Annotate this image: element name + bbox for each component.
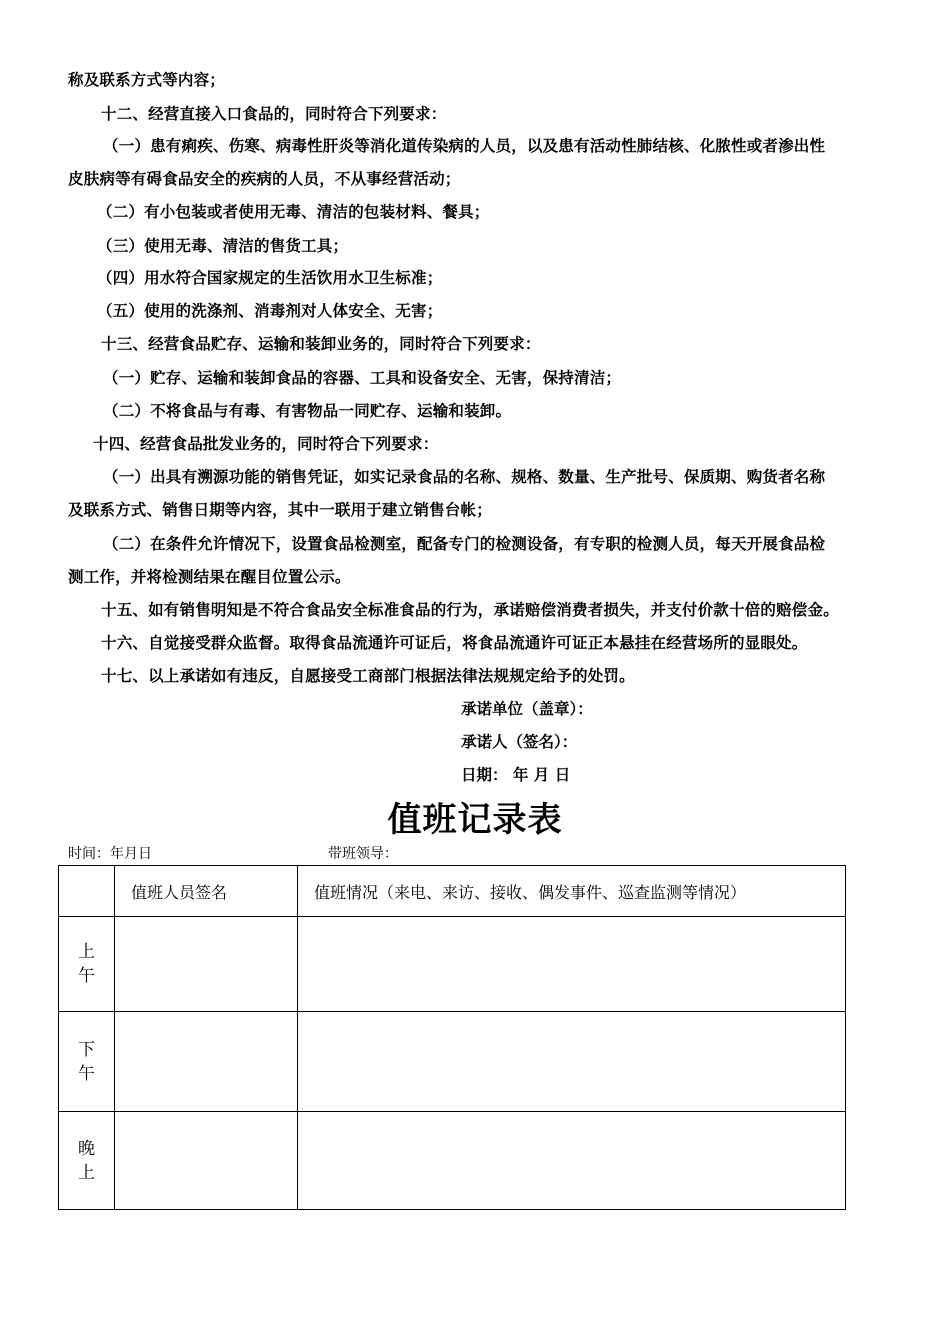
signature-unit: 承诺单位（盖章）： [461, 700, 593, 718]
clause-line: （五）使用的洗涤剂、消毒剂对人体安全、无害； [97, 302, 443, 320]
clause-line: 皮肤病等有碍食品安全的疾病的人员，不从事经营活动； [68, 170, 461, 188]
clause-heading-15: 十五、如有销售明知是不符合食品安全标准食品的行为，承诺赔偿消费者损失，并支付价款十倍的赔偿金。 [101, 601, 839, 619]
header-situation: 值班情况（来电、来访、接收、偶发事件、巡查监测等情况） [298, 866, 846, 917]
duty-record-table [58, 865, 846, 1210]
clause-heading-12: 十二、经营直接入口食品的，同时符合下列要求： [101, 105, 447, 123]
table-row-afternoon [59, 1012, 846, 1112]
leader-label: 带班领导： [328, 846, 398, 862]
table-row-evening [59, 1112, 846, 1210]
header-blank-cell [59, 866, 115, 917]
clause-line: （一）贮存、运输和装卸食品的容器、工具和设备安全、无害，保持清洁； [103, 369, 622, 387]
signature-date: 日期： 年 月 日 [461, 766, 571, 784]
clause-heading-16: 十六、自觉接受群众监督。取得食品流通许可证后，将食品流通许可证正本悬挂在经营场所的显眼处。 [101, 634, 808, 652]
clause-line: 称及联系方式等内容； [68, 71, 226, 89]
signer-cell[interactable] [115, 917, 298, 1012]
period-label [59, 1012, 115, 1112]
table-header-row [59, 866, 846, 917]
clause-line: （三）使用无毒、清洁的售货工具； [97, 237, 349, 255]
period-char: 晚 [78, 1138, 95, 1159]
time-label: 时间：年月日 [68, 846, 152, 862]
situation-cell[interactable] [298, 917, 846, 1012]
clause-line: （一）出具有溯源功能的销售凭证，如实记录食品的名称、规格、数量、生产批号、保质期、购货者名称 [103, 468, 826, 486]
period-char: 午 [78, 1063, 95, 1084]
period-char: 下 [78, 1039, 95, 1060]
situation-cell[interactable] [298, 1012, 846, 1112]
period-char: 上 [78, 1162, 95, 1183]
clause-line: （二）有小包装或者使用无毒、清洁的包装材料、餐具； [97, 203, 490, 221]
clause-heading-17: 十七、以上承诺如有违反，自愿接受工商部门根据法律法规规定给予的处罚。 [101, 667, 635, 685]
signer-cell[interactable] [115, 1012, 298, 1112]
clause-heading-13: 十三、经营食品贮存、运输和装卸业务的，同时符合下列要求： [101, 335, 541, 353]
duty-form-title: 值班记录表 [387, 800, 563, 840]
situation-cell[interactable] [298, 1112, 846, 1210]
clause-line: （四）用水符合国家规定的生活饮用水卫生标准； [97, 269, 443, 287]
clause-line: 及联系方式、销售日期等内容，其中一联用于建立销售台帐； [68, 501, 492, 519]
clause-line: 测工作，并将检测结果在醒目位置公示。 [68, 568, 351, 586]
period-char: 午 [78, 966, 95, 986]
clause-heading-14: 十四、经营食品批发业务的，同时符合下列要求： [93, 435, 439, 453]
clause-line: （二）在条件允许情况下，设置食品检测室，配备专门的检测设备，有专职的检测人员，每天开展食品检 [103, 535, 826, 553]
period-label [59, 917, 115, 1012]
signer-cell[interactable] [115, 1112, 298, 1210]
clause-line: （二）不将食品与有毒、有害物品一同贮存、运输和装卸。 [103, 402, 512, 420]
period-label [59, 1112, 115, 1210]
signature-person: 承诺人（签名）： [461, 733, 578, 751]
header-signer: 值班人员签名 [115, 866, 298, 917]
period-char: 上 [78, 942, 95, 962]
table-row-morning [59, 917, 846, 1012]
clause-line: （一）患有痢疾、伤寒、病毒性肝炎等消化道传染病的人员，以及患有活动性肺结核、化脓性或者渗出性 [103, 137, 826, 155]
